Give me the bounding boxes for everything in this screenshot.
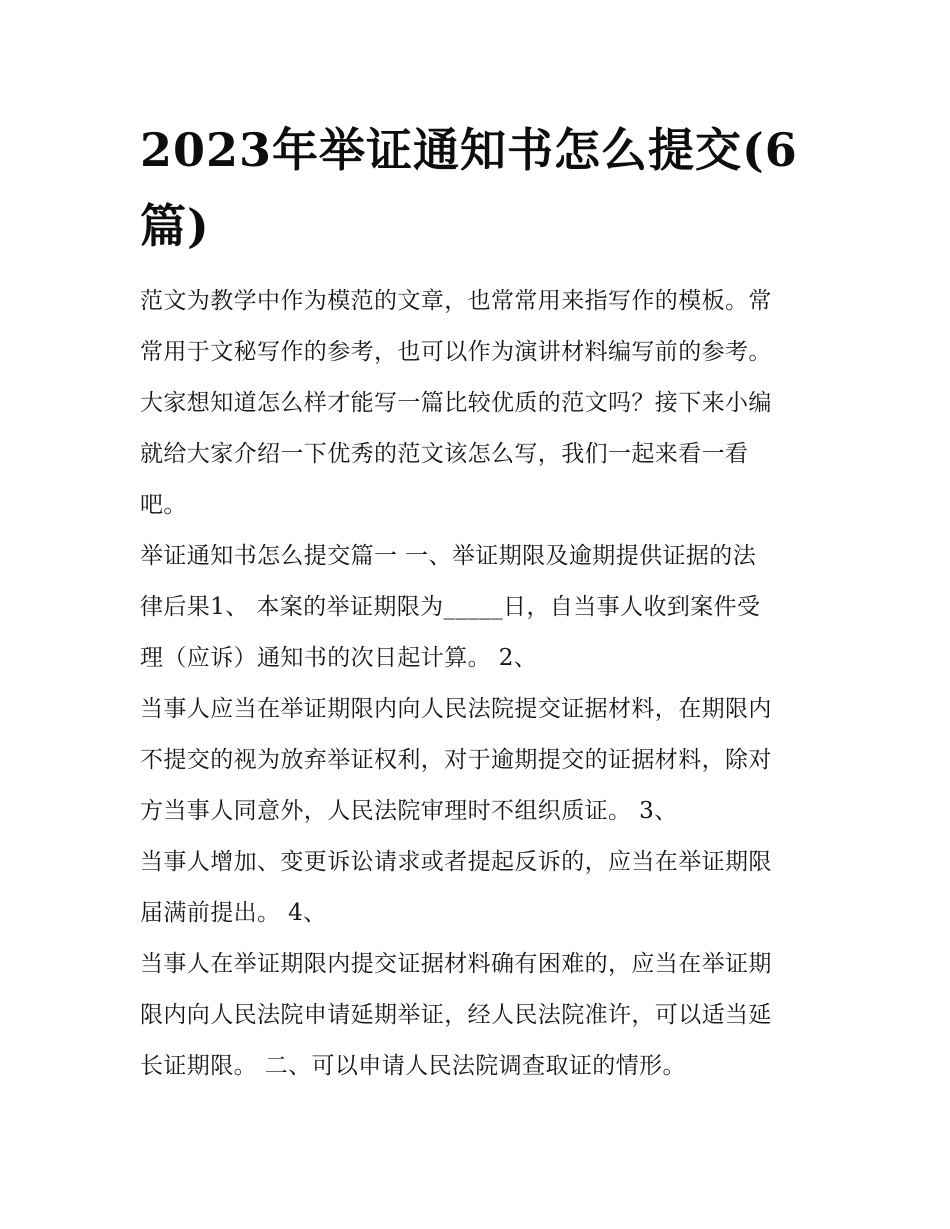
body-line: 限内向人民法院申请延期举证，经人民法院准许，可以适当延 xyxy=(140,1002,772,1028)
body-line: 理（应诉）通知书的次日起计算。 2、 xyxy=(140,645,538,671)
body-line: 方当事人同意外，人民法院审理时不组织质证。 3、 xyxy=(140,798,678,824)
document-body xyxy=(140,276,820,1092)
body-line: 大家想知道怎么样才能写一篇比较优质的范文吗？接下来小编 xyxy=(140,390,772,416)
body-line: 就给大家介绍一下优秀的范文该怎么写，我们一起来看一看 xyxy=(140,441,749,467)
body-line: 不提交的视为放弃举证权利，对于逾期提交的证据材料，除对 xyxy=(140,747,772,773)
body-line: 当事人增加、变更诉讼请求或者提起反诉的，应当在举证期限 xyxy=(140,849,772,875)
body-line: 届满前提出。 4、 xyxy=(140,900,327,926)
body-line: 长证期限。 二、可以申请人民法院调查取证的情形。 xyxy=(140,1053,686,1079)
body-line: 当事人应当在举证期限内向人民法院提交证据材料，在期限内 xyxy=(140,696,772,722)
body-line: 当事人在举证期限内提交证据材料确有困难的，应当在举证期 xyxy=(140,951,772,977)
body-line: 范文为教学中作为模范的文章，也常常用来指写作的模板。常 xyxy=(140,288,772,314)
body-line: 举证通知书怎么提交篇一 一、举证期限及逾期提供证据的法 xyxy=(140,543,757,569)
body-line: 常用于文秘写作的参考，也可以作为演讲材料编写前的参考。 xyxy=(140,339,772,365)
body-line: 吧。 xyxy=(140,492,187,518)
document-title: 2023年举证通知书怎么提交(6篇) xyxy=(140,123,798,253)
body-line: 律后果1、 本案的举证期限为_____日，自当事人收到案件受 xyxy=(140,594,761,620)
